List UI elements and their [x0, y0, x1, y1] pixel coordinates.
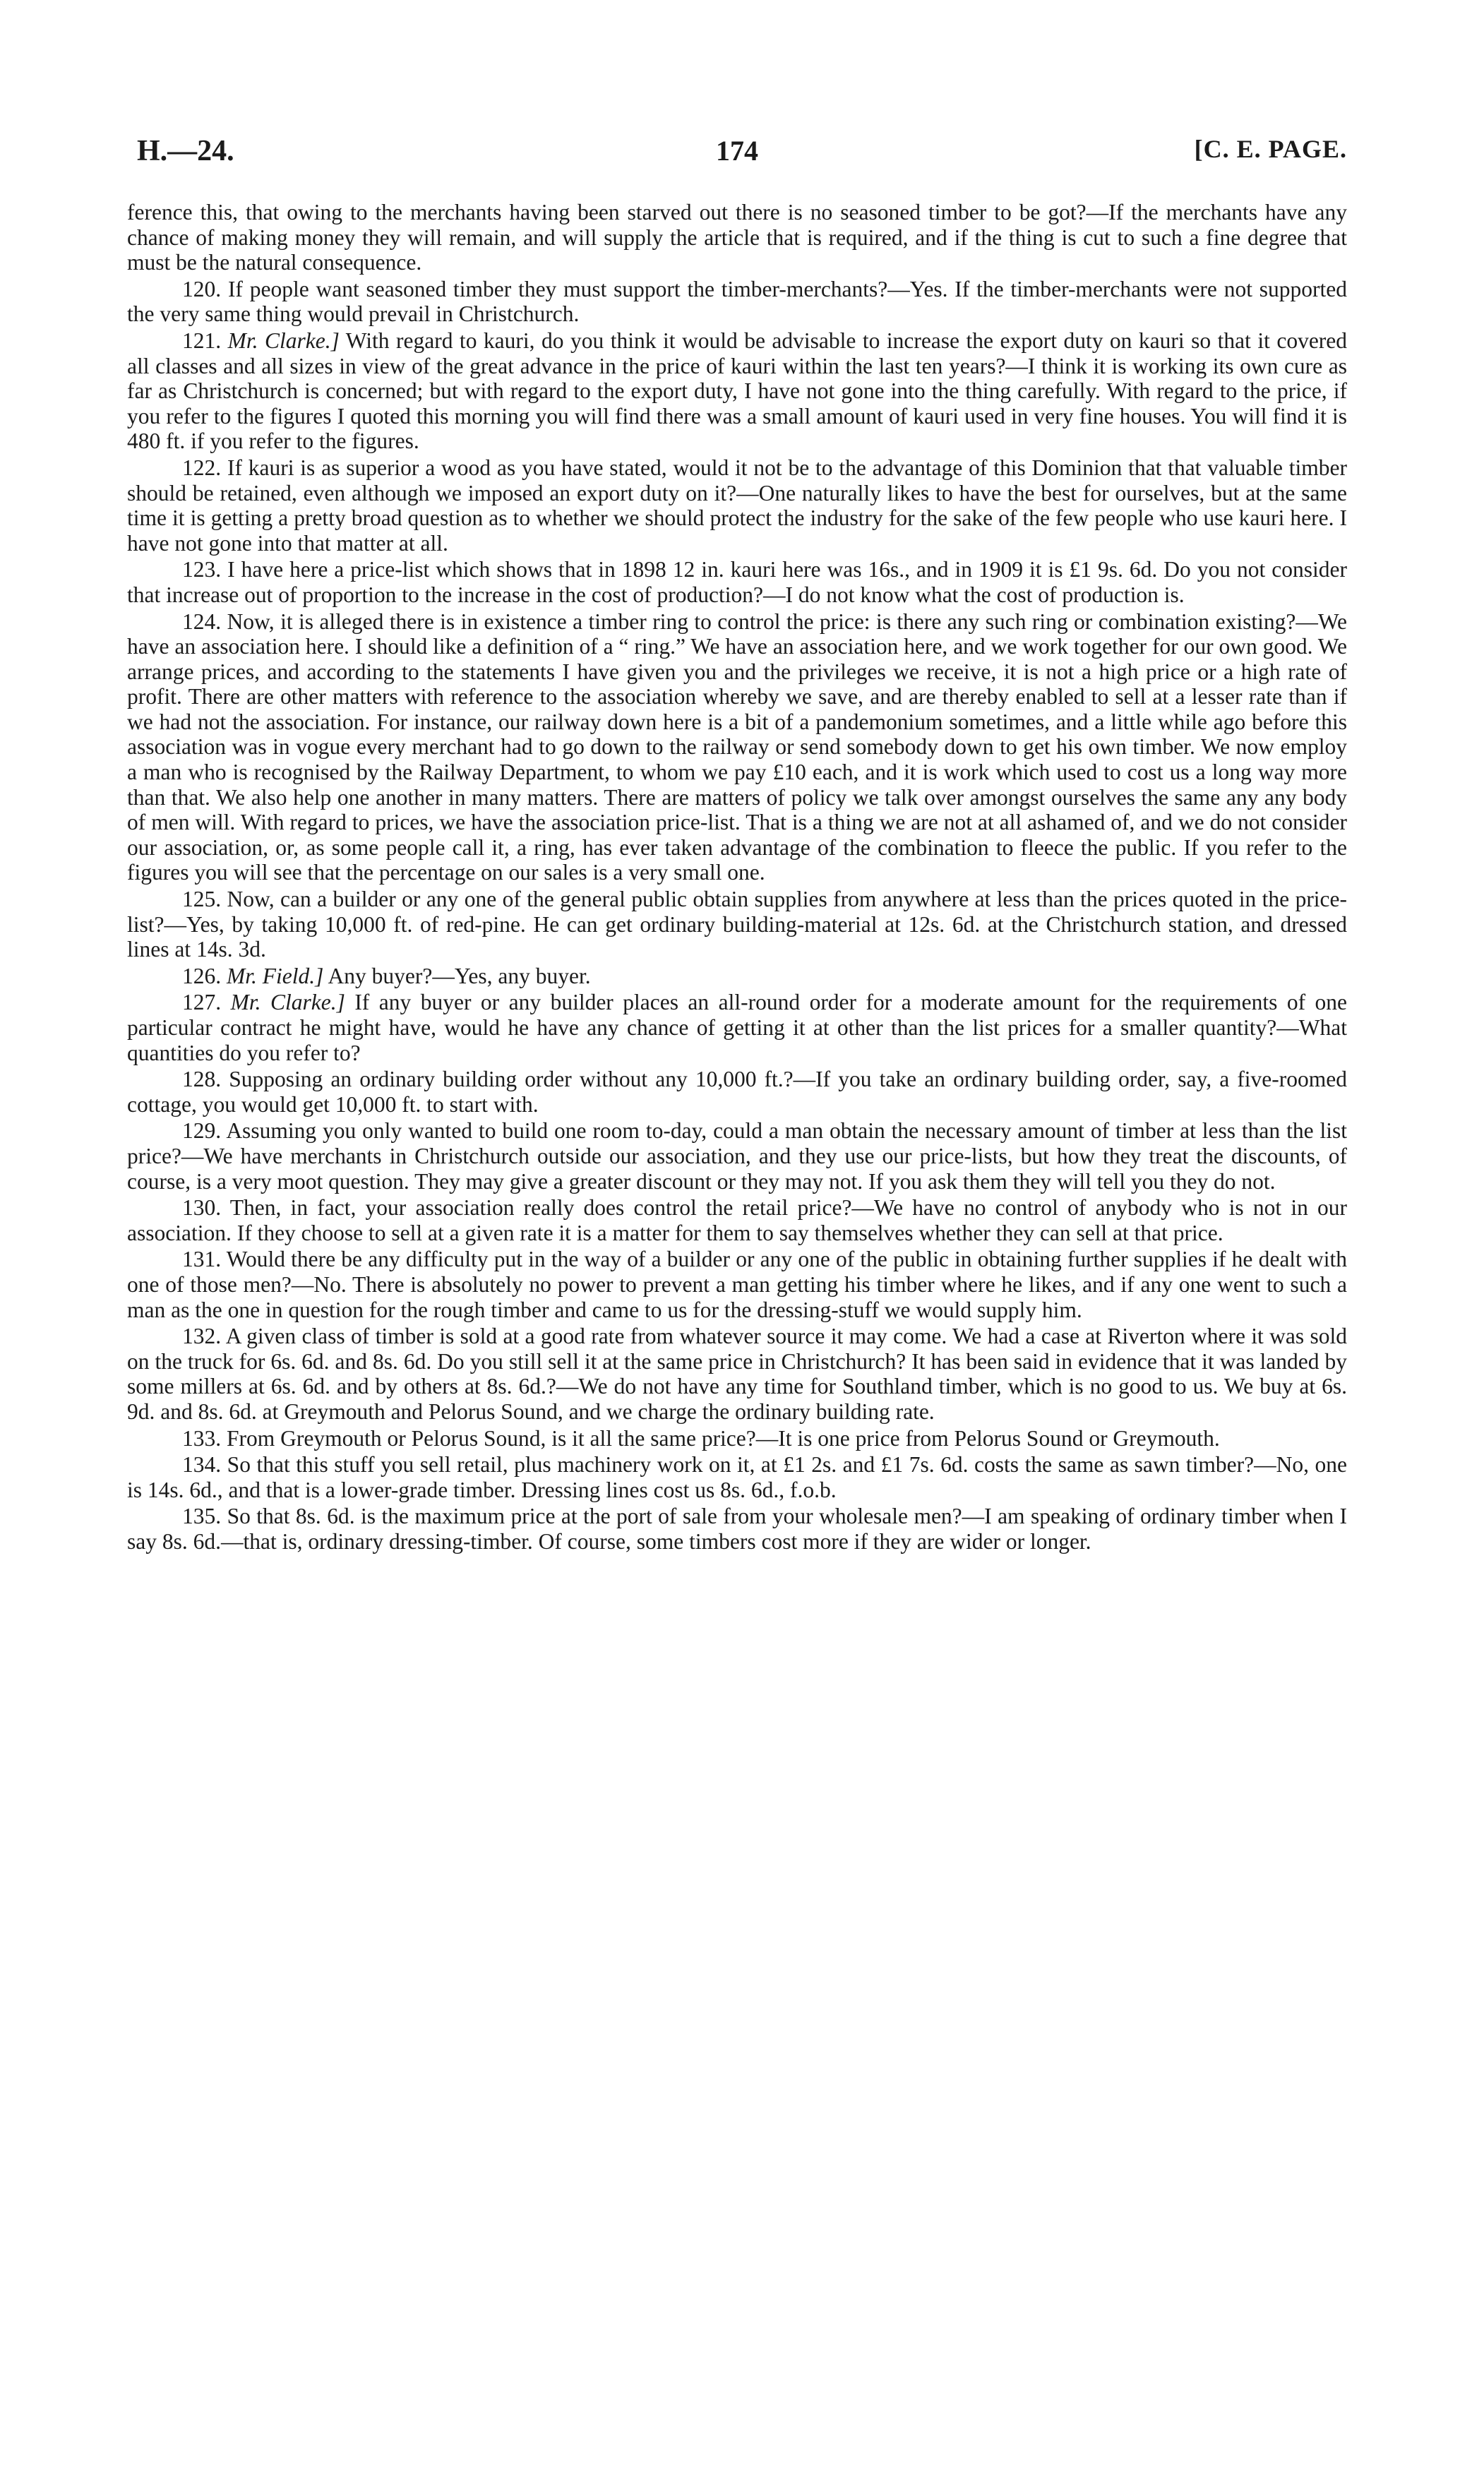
question-number: 129. — [182, 1118, 222, 1144]
page-number: 174 — [716, 135, 758, 167]
paragraph — [127, 609, 1347, 886]
question-number: 131. — [182, 1247, 222, 1272]
paragraph-text: From Greymouth or Pelorus Sound, is it all the same price?—It is one price from Pelorus Sound or Greymouth. — [227, 1425, 1220, 1451]
question-number: 125. — [182, 887, 222, 912]
witness-name: [C. E. PAGE. — [1194, 135, 1347, 163]
paragraph-text: Any buyer?—Yes, any buyer. — [328, 963, 591, 988]
question-number: 127. — [182, 990, 222, 1015]
question-number: 120. — [182, 276, 222, 301]
question-number: 133. — [182, 1425, 222, 1451]
paragraph — [127, 557, 1347, 607]
question-number: 132. — [182, 1324, 222, 1349]
paragraph — [127, 1195, 1347, 1245]
question-number: 121. — [182, 328, 222, 353]
paragraph — [127, 455, 1347, 556]
paragraph-text: So that this stuff you sell retail, plus machinery work on it, at £1 2s. and £1 7s. 6d. costs the same as sawn timber?—No, one is 14s. 6d., and that is a lower-grade timber. Dressing lines cost us 8s. 6d., f.o.b. — [127, 1452, 1347, 1502]
question-number: 123. — [182, 557, 222, 582]
paragraph — [127, 1247, 1347, 1322]
paragraph-text: A given class of timber is sold at a good rate from whatever source it may come. We had a case at Riverton where it was sold on the truck for 6s. 6d. and 8s. 6d. Do you still sell it at the same price in Christchurch? It has been said in evidence that it was landed by some millers at 6s. 6d. and by others at 8s. 6d.?—We do not have any time for Southland timber, which is no good to us. We buy at 6s. 9d. and 8s. 6d. at Greymouth and Pelorus Sound, and we charge the ordinary building rate. — [127, 1324, 1347, 1424]
paragraph — [127, 1426, 1347, 1451]
paragraph — [127, 200, 1347, 275]
paragraph — [127, 964, 1347, 989]
paragraph-text: I have here a price-list which shows that in 1898 12 in. kauri here was 16s., and in 1909 it is £1 9s. 6d. Do you not consider that increase out of proportion to the increase in the cost of production?—I do not know what the cost of production is. — [127, 557, 1348, 607]
paragraph — [127, 1324, 1347, 1424]
paragraph-text: Would there be any difficulty put in the way of a builder or any one of the public in obtaining further supplies if he dealt with one of those men?—No. There is absolutely no power to prevent a man getting his timber where he likes, and if any one went to such a man as the one in question for the rough timber and came to us for the dressing-stuff we would supply him. — [127, 1247, 1347, 1322]
question-number: 122. — [182, 455, 222, 480]
paragraph-text: Then, in fact, your association really does control the retail price?—We have no control of anybody who is not in our association. If they choose to sell at a given rate it is a matter for them to say themselves whether they can sell at that price. — [127, 1195, 1348, 1245]
paragraph-text: With regard to kauri, do you think it would be advisable to increase the export duty on kauri so that it covered all classes and all sizes in view of the great advance in the price of kauri within the last ten years?—I think it is working its own cure as far as Christchurch is concerned; but with regard to the export duty, I have not gone into the thing carefully. With regard to the price, if you refer to the figures I quoted this morning you will find there was a small amount of kauri used in very fine houses. You will find it is 480 ft. if you refer to the figures. — [127, 328, 1348, 454]
paragraph — [127, 277, 1347, 327]
paragraph — [127, 1067, 1347, 1117]
paragraph-text: If people want seasoned timber they must support the timber-merchants?—Yes. If the timber-merchants were not supported the very same thing would prevail in Christchurch. — [127, 276, 1347, 327]
question-number: 130. — [182, 1195, 222, 1221]
paragraph — [127, 1118, 1347, 1194]
paragraph — [127, 887, 1347, 962]
paragraph — [127, 1504, 1347, 1554]
paragraph-text: Now, can a builder or any one of the general public obtain supplies from anywhere at less than the prices quoted in the price-list?—Yes, by taking 10,000 ft. of red-pine. He can get ordinary building-material at 12s. 6d. at the Christchurch station, and dressed lines at 14s. 3d. — [127, 887, 1348, 962]
paragraph-text: If kauri is as superior a wood as you have stated, would it not be to the advantage of this Dominion that that valuable timber should be retained, even although we imposed an export duty on it?—One naturally likes to have the best for ourselves, but at the same time it is getting a pretty broad question as to whether we should protect the industry for the sake of the few people who use kauri here. I have not gone into that matter at all. — [127, 455, 1348, 556]
speaker-name: Mr. Field.] — [227, 963, 324, 988]
question-number: 135. — [182, 1504, 222, 1529]
paragraph — [127, 328, 1347, 454]
page-header — [127, 134, 1347, 176]
paragraph-text: Assuming you only wanted to build one room to-day, could a man obtain the necessary amount of timber at less than the list price?—We have merchants in Christchurch outside our association, and they use our price-lists, but how they treat the discounts, of course, is a very moot question. They may give a greater discount or they may not. If you ask them they will tell you they do not. — [127, 1118, 1347, 1194]
question-number: 126. — [182, 963, 222, 988]
paragraph-text: Now, it is alleged there is in existence a timber ring to control the price: is there any such ring or combination existing?—We have an association here. I should like a definition of a “ ring.” We have an association here, and we work together for our own good. We arrange prices, and according to the statements I have given you and the privileges we receive, it is not a high price or a high rate of profit. There are other matters with reference to the association whereby we save, and are thereby enabled to sell at a lesser rate than if we had not the association. For instance, our railway down here is a bit of a pandemonium sometimes, and a little while ago before this association was in vogue every merchant had to go down to the railway or send somebody down to get his own timber. We now employ a man who is recognised by the Railway Department, to whom we pay £10 each, and it is work which used to cost us a long way more than that. We also help one another in many matters. There are matters of policy we talk over amongst ourselves the same any any body of men will. With regard to prices, we have the association price-list. That is a thing we are not at all ashamed of, and we do not consider our association, or, as some people call it, a ring, has ever taken advantage of the combination to fleece the public. If you refer to the figures you will see that the percentage on our sales is a very small one. — [127, 609, 1348, 885]
question-number: 134. — [182, 1452, 222, 1478]
page-body — [127, 200, 1347, 1554]
paragraph-text: So that 8s. 6d. is the maximum price at the port of sale from your wholesale men?—I am speaking of ordinary timber when I say 8s. 6d.—that is, ordinary dressing-timber. Of course, some timbers cost more if they are wider or longer. — [127, 1504, 1347, 1554]
paragraph-text: Supposing an ordinary building order without any 10,000 ft.?—If you take an ordinary building order, say, a five-roomed cottage, you would get 10,000 ft. to start with. — [127, 1067, 1348, 1117]
question-number: 128. — [182, 1067, 222, 1092]
paragraph — [127, 990, 1347, 1065]
question-number: 124. — [182, 609, 222, 634]
paragraph — [127, 1452, 1347, 1502]
paragraph-text: ference this, that owing to the merchants having been starved out there is no seasoned timber to be got?—If the merchants have any chance of making money they will remain, and will supply the article that is required, and if the thing is cut to such a fine degree that must be the natural consequence. — [127, 200, 1347, 275]
speaker-name: Mr. Clarke.] — [227, 328, 340, 353]
paragraph-text: If any buyer or any builder places an all-round order for a moderate amount for the requirements of one particular contract he might have, would he have any chance of getting it at other than the list prices for a smaller quantity?—What quantities do you refer to? — [127, 990, 1348, 1065]
speaker-name: Mr. Clarke.] — [230, 990, 345, 1015]
parliamentary-paper-reference: H.—24. — [137, 135, 234, 167]
